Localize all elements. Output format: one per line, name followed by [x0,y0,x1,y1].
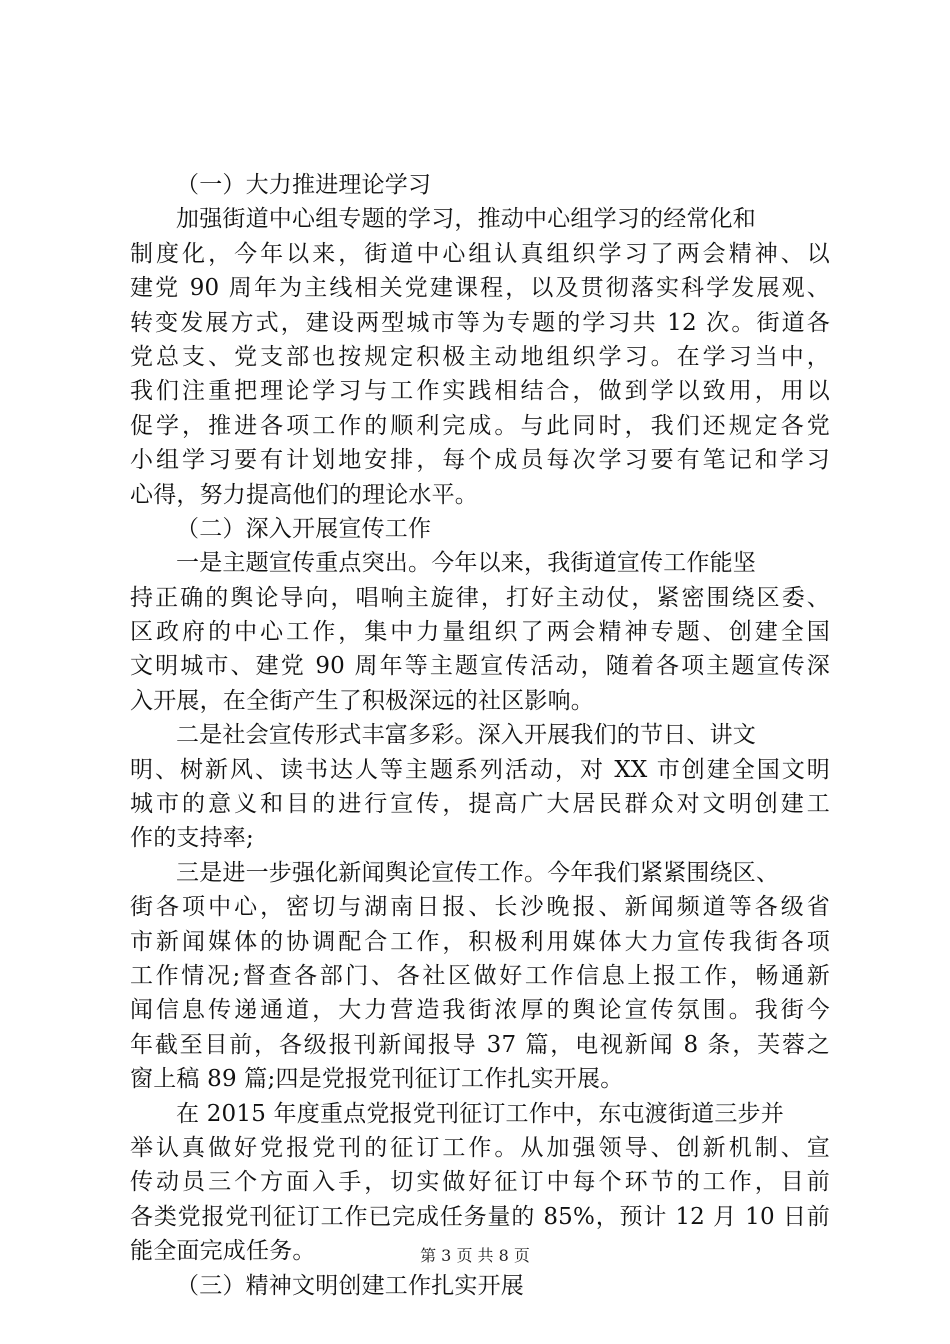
paragraph-line: 区政府的中心工作，集中力量组织了两会精神专题、创建全国 [130,619,830,646]
paragraph-line: 三是进一步强化新闻舆论宣传工作。今年我们紧紧围绕区、 [176,859,780,886]
paragraph-line: 小组学习要有计划地安排，每个成员每次学习要有笔记和学习 [130,447,830,474]
paragraph-line: 市新闻媒体的协调配合工作，积极利用媒体大力宣传我街各项 [130,928,830,955]
paragraph-line: 文明城市、建党 90 周年等主题宣传活动，随着各项主题宣传深 [130,653,830,680]
section-heading: （一）大力推进理论学习 [176,172,432,198]
paragraph-line: 举认真做好党报党刊的征订工作。从加强领导、创新机制、宣 [130,1134,830,1161]
paragraph-line: 制度化，今年以来，街道中心组认真组织学习了两会精神、以 [130,240,830,267]
paragraph-line: 转变发展方式，建设两型城市等为专题的学习共 12 次。街道各 [130,309,830,336]
paragraph-line: 闻信息传递通道，大力营造我街浓厚的舆论宣传氛围。我街今 [130,997,830,1024]
paragraph-line: 街各项中心，密切与湖南日报、长沙晚报、新闻频道等各级省 [130,894,830,921]
paragraph-line: 二是社会宣传形式丰富多彩。深入开展我们的节日、讲文 [176,722,756,749]
document-body [130,168,830,1303]
paragraph-line: 促学，推进各项工作的顺利完成。与此同时，我们还规定各党 [130,412,830,439]
paragraph-line: 能全面完成任务。 [130,1238,316,1265]
section-heading: （三）精神文明创建工作扎实开展 [176,1272,524,1299]
paragraph-line: 年截至目前，各级报刊新闻报导 37 篇，电视新闻 8 条，芙蓉之 [130,1031,830,1058]
paragraph-line: 传动员三个方面入手，切实做好征订中每个环节的工作，目前 [130,1169,830,1196]
paragraph-line: 加强街道中心组专题的学习，推动中心组学习的经常化和 [176,206,756,233]
paragraph-line: 我们注重把理论学习与工作实践相结合，做到学以致用，用以 [130,378,830,405]
paragraph-line: 各类党报党刊征订工作已完成任务量的 85%，预计 12 月 10 日前 [130,1203,830,1230]
paragraph-line: 入开展，在全街产生了积极深远的社区影响。 [130,687,594,714]
paragraph-line: 城市的意义和目的进行宣传，提高广大居民群众对文明创建工 [130,791,830,818]
paragraph-line: 建党 90 周年为主线相关党建课程，以及贯彻落实科学发展观、 [130,275,830,302]
paragraph-line: 在 2015 年度重点党报党刊征订工作中，东屯渡街道三步并 [176,1100,784,1127]
paragraph-line: 作的支持率; [130,825,254,852]
paragraph-line: 心得，努力提高他们的理论水平。 [130,481,478,508]
paragraph-line: 一是主题宣传重点突出。今年以来，我街道宣传工作能坚 [176,550,756,577]
section-heading: （二）深入开展宣传工作 [176,515,432,542]
paragraph-line: 工作情况;督查各部门、各社区做好工作信息上报工作，畅通新 [130,962,830,989]
paragraph-line: 明、树新风、读书达人等主题系列活动，对 XX 市创建全国文明 [130,756,830,783]
paragraph-line: 持正确的舆论导向，唱响主旋律，打好主动仗，紧密围绕区委、 [130,584,830,611]
paragraph-line: 党总支、党支部也按规定积极主动地组织学习。在学习当中， [130,343,830,370]
paragraph-line: 窗上稿 89 篇;四是党报党刊征订工作扎实开展。 [130,1066,624,1093]
page-footer: 第 3 页 共 8 页 [420,1246,530,1265]
